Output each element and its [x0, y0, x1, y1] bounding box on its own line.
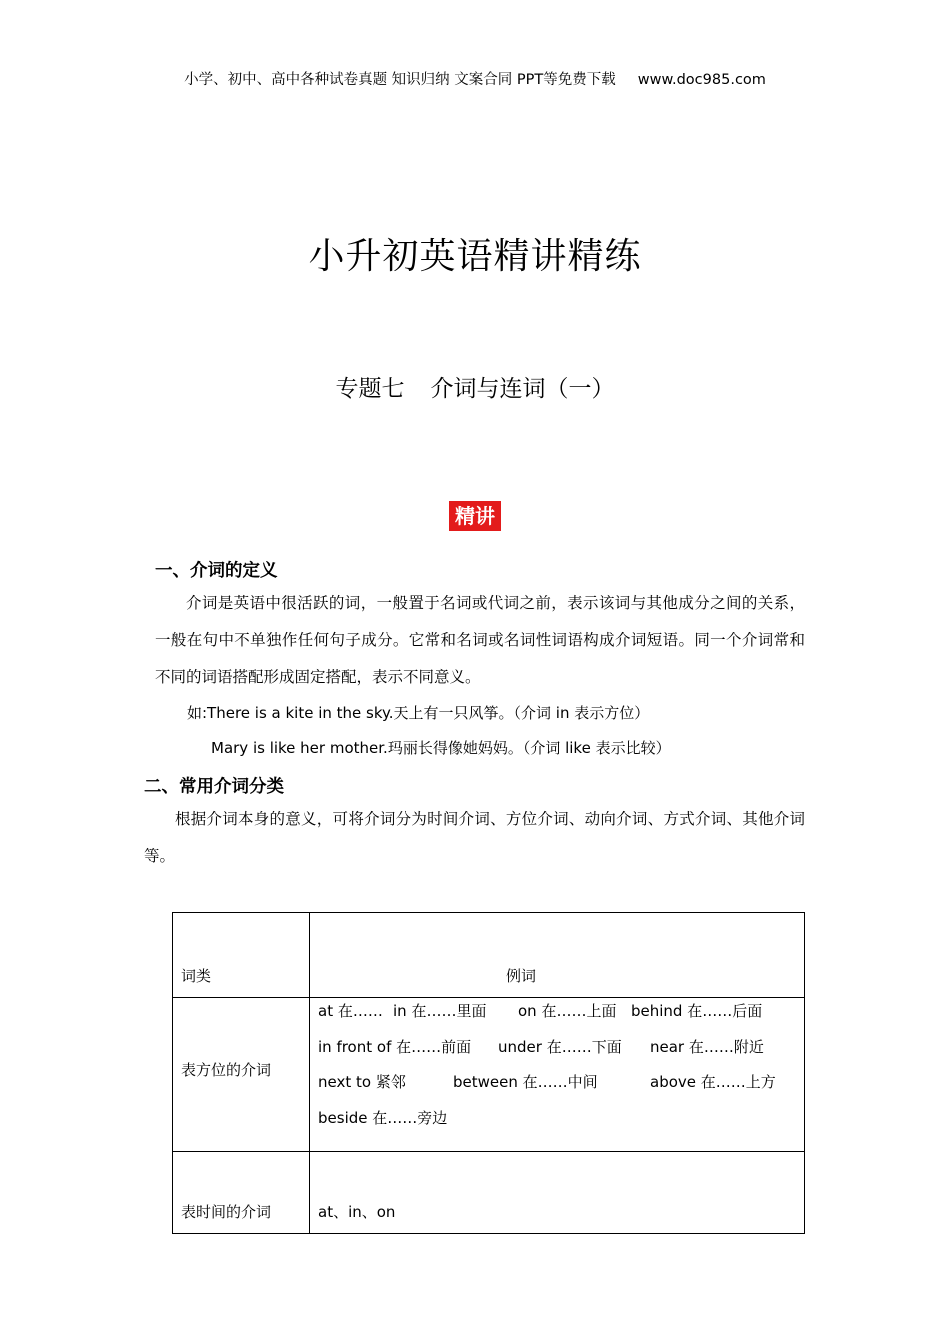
section1-heading: 一、介词的定义	[155, 561, 278, 581]
time-category-label: 表时间的介词	[173, 1152, 310, 1234]
subtitle-topic-number: 专题七	[335, 376, 405, 402]
example-word: between 在……中间	[453, 1073, 598, 1091]
section2-heading: 二、常用介词分类	[144, 777, 284, 797]
example-line	[318, 998, 804, 1034]
example-line	[318, 1105, 804, 1141]
time-examples: at、in、on	[310, 1152, 805, 1234]
table-header-category: 词类	[173, 913, 310, 998]
table-row	[173, 998, 805, 1152]
example-word: next to 紧邻	[318, 1073, 406, 1091]
example-sentence-1: 如:There is a kite in the sky.天上有一只风筝。（介词 in 表示方位）	[187, 704, 650, 722]
position-examples	[310, 998, 805, 1152]
page-header	[0, 68, 950, 89]
example-word: beside 在……旁边	[318, 1108, 448, 1127]
table-header-examples: 例词	[310, 913, 805, 998]
table-row	[173, 1152, 805, 1234]
example-line	[318, 1034, 804, 1070]
header-site-link[interactable]: www.doc985.com	[637, 72, 766, 88]
example-word: near 在……附近	[650, 1037, 764, 1056]
section-badge: 精讲	[449, 501, 501, 531]
document-title: 小升初英语精讲精练	[308, 236, 642, 277]
section1-paragraph: 介词是英语中很活跃的词，一般置于名词或代词之前，表示该词与其他成分之间的关系，一般在句中不单独作任何句子成分。它常和名词或名词性词语构成介词短语。同一个介词常和不同的词语搭配形成固定搭配，表示不同意义。	[155, 594, 805, 686]
document-subtitle	[0, 370, 950, 403]
example-word: on 在……上面	[518, 1002, 617, 1020]
example-word: in front of 在……前面	[318, 1037, 472, 1056]
subtitle-topic-name: 介词与连词（一）	[430, 376, 615, 402]
position-category-label: 表方位的介词	[173, 998, 310, 1152]
header-text: 小学、初中、高中各种试卷真题 知识归纳 文案合同 PPT等免费下载	[184, 72, 616, 88]
example-word: above 在……上方	[650, 1073, 776, 1091]
section2-paragraph: 根据介词本身的意义，可将介词分为时间介词、方位介词、动向介词、方式介词、其他介词等。	[144, 810, 805, 865]
example-word: at 在……	[318, 1002, 383, 1020]
preposition-table	[172, 912, 805, 1234]
example-line	[318, 1069, 804, 1105]
example-word: under 在……下面	[498, 1037, 622, 1056]
table-header-row	[173, 913, 805, 998]
example-word: in 在……里面	[393, 1002, 487, 1020]
example-word: behind 在……后面	[631, 1002, 763, 1020]
example-sentence-2: Mary is like her mother.玛丽长得像她妈妈。（介词 like 表示比较）	[211, 739, 671, 757]
